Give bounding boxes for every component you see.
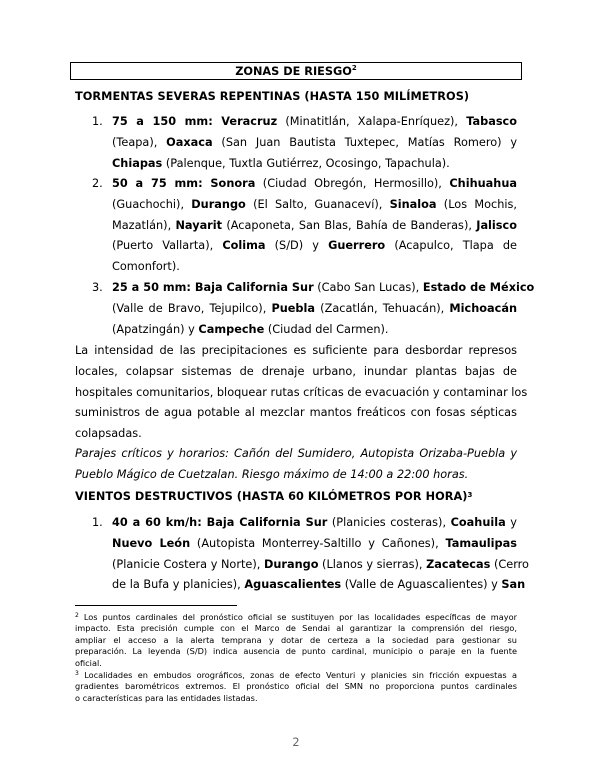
footnote-text: oficial. bbox=[75, 657, 102, 668]
bold-run: Coahuila bbox=[450, 516, 506, 529]
bold-run: 40 a 60 km/h: Baja California Sur bbox=[112, 516, 328, 529]
footnote-text: ampliar el acceso a la alerta temprana y dotar de certeza a la sociedad para gestionar su bbox=[75, 634, 517, 645]
page-number: 2 bbox=[292, 736, 300, 749]
bold-run: Durango bbox=[263, 557, 319, 571]
bold-run: Aguascalientes bbox=[244, 578, 342, 592]
text-run: de la Bufa y planicies), bbox=[112, 578, 245, 592]
footnote-line bbox=[75, 612, 517, 623]
text-run: (Puerto Vallarta), bbox=[112, 239, 223, 253]
footnote-text: preparación. La leyenda (S/D) indica ausencia de punto cardinal, municipio o paraje en la fuente bbox=[75, 646, 517, 657]
text-line: hospitales comunitarios, bloquear rutas críticas de evacuación y contaminar los bbox=[75, 385, 528, 399]
bold-run: Michoacán bbox=[449, 301, 518, 315]
zonas-de-riesgo-title-box bbox=[70, 62, 522, 80]
text-line: Pueblo Mágico de Cuetzalan. Riesgo máximo de 14:00 a 22:00 horas. bbox=[75, 467, 469, 481]
text-run: (Minatitlán, Xalapa-Enríquez), bbox=[277, 115, 467, 128]
bold-run: Guerrero bbox=[328, 239, 386, 253]
text-line bbox=[112, 299, 517, 320]
bold-run: Tamaulipas bbox=[445, 536, 517, 550]
section-heading-vientos-text: VIENTOS DESTRUCTIVOS (HASTA 60 KILÓMETROS POR HORA) bbox=[75, 490, 468, 503]
footnote-text: o características para las entidades listadas. bbox=[75, 692, 258, 703]
bold-run: Tabasco bbox=[466, 115, 517, 128]
text-line bbox=[112, 575, 526, 596]
text-run: (Cerro bbox=[490, 557, 529, 571]
text-line: La intensidad de las precipitaciones es suficiente para desbordar represos bbox=[75, 344, 517, 357]
impact-paragraph bbox=[75, 341, 528, 445]
footnote-line bbox=[75, 670, 517, 681]
text-run: (Ciudad Obregón, Hermosillo), bbox=[255, 177, 450, 190]
text-line bbox=[112, 320, 517, 341]
footnote-line bbox=[75, 623, 517, 634]
bold-run: Chihuahua bbox=[449, 177, 517, 190]
text-line bbox=[112, 216, 517, 237]
text-run: (Teapa), bbox=[112, 135, 167, 149]
bold-run: San bbox=[501, 578, 526, 592]
text-run: (El Salto, Guanaceví), bbox=[245, 197, 390, 211]
bold-run: Nuevo León bbox=[112, 536, 191, 550]
text-line: colapsadas. bbox=[75, 427, 142, 441]
text-line bbox=[112, 555, 529, 576]
list-item-tormentas-1 bbox=[112, 112, 517, 174]
footnote-3 bbox=[75, 670, 517, 704]
text-run: (S/D) y bbox=[265, 239, 329, 253]
footnote-marker: 3 bbox=[75, 670, 79, 677]
critical-places-note bbox=[75, 444, 517, 486]
section-heading-tormentas: TORMENTAS SEVERAS REPENTINAS (HASTA 150 MILÍMETROS) bbox=[75, 90, 470, 103]
text-run: (Zacatlán, Tehuacán), bbox=[315, 301, 450, 315]
footnote-text: Localidades en embudos orográficos, zonas de efecto Venturi y planicies sin fricción expuestas a bbox=[78, 670, 517, 680]
text-line bbox=[112, 278, 535, 299]
footnote-2 bbox=[75, 612, 517, 669]
bold-run: Nayarit bbox=[175, 218, 223, 232]
bold-run: Puebla bbox=[271, 301, 316, 315]
bold-run: 25 a 50 mm: Baja California Sur bbox=[112, 281, 314, 294]
text-run: (Cabo San Lucas), bbox=[313, 281, 423, 294]
list-number: 2. bbox=[92, 177, 103, 190]
text-run: (Apatzingán) y bbox=[112, 322, 199, 336]
box-title-footnote-ref[interactable]: 2 bbox=[351, 64, 357, 72]
list-number: 1. bbox=[92, 516, 103, 529]
text-line bbox=[112, 112, 517, 133]
text-run: (Palenque, Tuxtla Gutiérrez, Ocosingo, Tapachula). bbox=[162, 156, 450, 170]
bold-run: Oaxaca bbox=[166, 135, 213, 149]
text-run: (Ciudad del Carmen). bbox=[264, 322, 389, 336]
text-run: (Acapulco, Tlapa de bbox=[385, 239, 517, 253]
bold-run: Estado de México bbox=[422, 281, 535, 294]
section-heading-vientos bbox=[75, 490, 472, 503]
text-line bbox=[112, 534, 517, 555]
text-line: locales, colapsar sistemas de drenaje urbano, inundar plantas bajas de bbox=[75, 364, 517, 378]
list-item-tormentas-3 bbox=[112, 278, 535, 340]
text-line bbox=[112, 154, 517, 175]
text-run: (Valle de Aguascalientes) y bbox=[341, 578, 502, 592]
bold-run: Chiapas bbox=[112, 156, 163, 170]
text-line bbox=[112, 236, 517, 257]
text-run: (San Juan Bautista Tuxtepec, Matías Romero) y bbox=[212, 135, 518, 149]
footnote-line bbox=[75, 693, 517, 704]
bold-run: Jalisco bbox=[476, 218, 517, 232]
text-line bbox=[112, 133, 517, 154]
footnote-line bbox=[75, 681, 517, 692]
footnote-text: gradientes barométricos extremos. El pronóstico oficial del SMN no proporciona puntos cardinales bbox=[75, 681, 517, 692]
list-number: 3. bbox=[92, 281, 103, 294]
text-run: (Llanos y sierras), bbox=[318, 557, 427, 571]
footnote-line bbox=[75, 646, 517, 657]
text-run: (Acaponeta, San Blas, Bahía de Banderas), bbox=[222, 218, 477, 232]
bold-run: Colima bbox=[222, 239, 266, 253]
bold-run: Sinaloa bbox=[389, 197, 437, 211]
text-run: Comonfort). bbox=[112, 260, 180, 274]
bold-run: Durango bbox=[191, 197, 246, 211]
footnote-marker: 2 bbox=[75, 612, 79, 619]
list-item-vientos-1 bbox=[112, 513, 529, 596]
footnote-separator bbox=[75, 605, 237, 606]
list-item-tormentas-2 bbox=[112, 174, 517, 278]
list-number: 1. bbox=[92, 115, 103, 128]
text-line: Parajes críticos y horarios: Cañón del Sumidero, Autopista Orizaba-Puebla y bbox=[75, 447, 517, 460]
text-line bbox=[112, 257, 517, 278]
box-title: ZONAS DE RIESGO bbox=[235, 65, 352, 78]
text-run: (Planicies costeras), bbox=[327, 516, 451, 529]
text-run: (Planicie Costera y Norte), bbox=[112, 557, 264, 571]
footnote-line bbox=[75, 635, 517, 646]
text-line bbox=[112, 195, 517, 216]
text-run: (Valle de Bravo, Tejupilco), bbox=[112, 301, 272, 315]
text-run: y bbox=[505, 516, 517, 529]
bold-run: Campeche bbox=[198, 322, 265, 336]
text-run: (Los Mochis, bbox=[436, 197, 517, 211]
bold-run: 75 a 150 mm: Veracruz bbox=[112, 115, 278, 128]
bold-run: 50 a 75 mm: Sonora bbox=[112, 177, 256, 190]
text-run: (Autopista Monterrey-Saltillo y Cañones), bbox=[190, 536, 446, 550]
text-line bbox=[112, 513, 517, 534]
footnote-line bbox=[75, 658, 517, 669]
text-line: suministros de agua potable al mezclar mantos freáticos con fosas sépticas bbox=[75, 406, 517, 420]
footnote-text: Los puntos cardinales del pronóstico oficial se sustituyen por las localidades específicas de mayor bbox=[78, 612, 517, 622]
text-line bbox=[112, 174, 517, 195]
bold-run: Zacatecas bbox=[426, 557, 491, 571]
text-run: (Guachochi), bbox=[112, 197, 192, 211]
section-heading-footnote-ref[interactable]: 3 bbox=[467, 491, 473, 499]
text-run: Mazatlán), bbox=[112, 218, 176, 232]
footnote-text: impacto. Esta precisión cumple con el Marco de Sendai al garantizar la comprensión del riesgo, bbox=[75, 623, 517, 634]
